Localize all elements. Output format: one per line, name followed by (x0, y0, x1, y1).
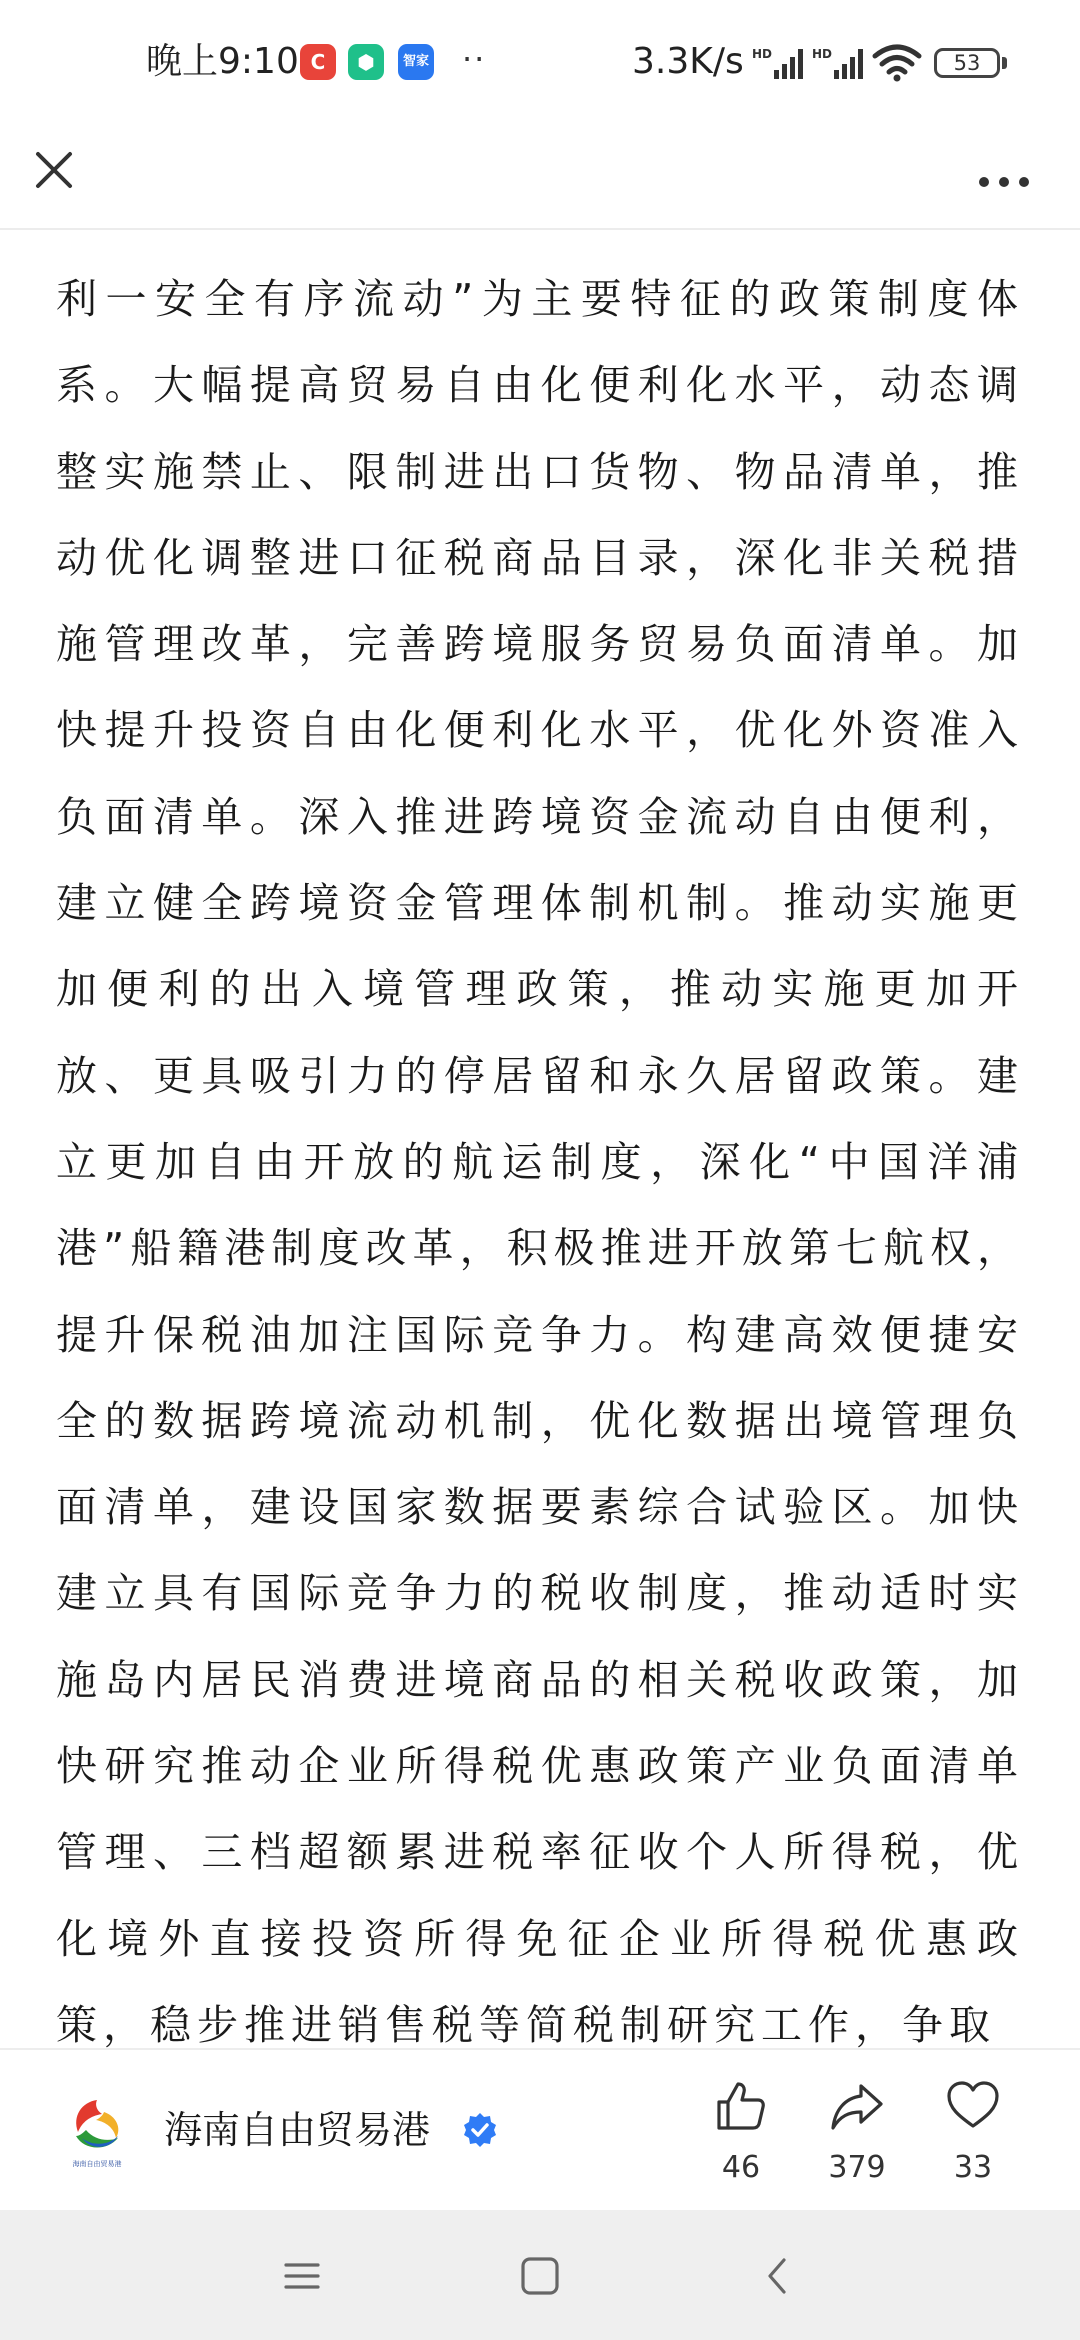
green-app-icon: ⬢ (348, 44, 384, 80)
recent-apps-icon[interactable] (272, 2246, 332, 2306)
battery-tip (1002, 57, 1007, 69)
status-more-notifications: ·· (462, 40, 487, 78)
share-button[interactable] (802, 2072, 912, 2192)
close-icon[interactable] (24, 140, 84, 200)
zhijia-app-icon: 智家 (398, 44, 434, 80)
battery-icon: 53 (934, 48, 1000, 78)
logo-caption: 海南自由贸易港 (72, 2160, 122, 2168)
c-app-icon: C (300, 44, 336, 80)
favorite-count: 33 (953, 2150, 993, 2185)
top-navigation (0, 126, 1080, 230)
favorite-button[interactable] (918, 2072, 1028, 2192)
more-options-icon[interactable] (972, 144, 1036, 200)
like-button[interactable] (686, 2072, 796, 2192)
network-speed: 3.3K/s (632, 41, 744, 82)
article-body (0, 230, 1080, 2048)
thumbs-up-icon (713, 2078, 769, 2134)
like-count: 46 (721, 2150, 761, 2185)
wifi-icon (872, 44, 922, 82)
verified-badge-icon (462, 2112, 498, 2148)
share-arrow-icon (829, 2078, 885, 2134)
home-icon[interactable] (510, 2246, 570, 2306)
status-bar (0, 0, 1080, 126)
back-icon[interactable] (748, 2246, 808, 2306)
signal-hd-label: HD (812, 47, 833, 61)
heart-icon (945, 2078, 1001, 2134)
share-count: 379 (828, 2150, 886, 2185)
hainan-ftp-logo-icon (62, 2094, 132, 2158)
system-navigation-bar (0, 2210, 1080, 2340)
author-name[interactable]: 海南自由贸易港 (164, 2108, 431, 2152)
status-time: 晚上9:10 (146, 41, 299, 82)
cellular-signal-icon (812, 46, 866, 80)
article-paragraph: 利一安全有序流动”为主要特征的政策制度体系。大幅提高贸易自由化便利化水平，动态调整实施禁止、限制进出口货物、物品清单，推动优化调整进口征税商品目录，深化非关税措施管理改革，完善跨境服务贸易负面清单。加快提升投资自由化便利化水平，优化外资准入负面清单。深入推进跨境资金流动自由便利，建立健全跨境资金管理体制机制。推动实施更加便利的出入境管理政策，推动实施更加开放、更具吸引力的停居留和永久居留政策。建立更加自由开放的航运制度，深化“中国洋浦港”船籍港制度改革，积极推进开放第七航权，提升保税油加注国际竞争力。构建高效便捷安全的数据跨境流动机制，优化数据出境管理负面清单，建设国家数据要素综合试验区。加快建立具有国际竞争力的税收制度，推动适时实施岛内居民消费进境商品的相关税收政策，加快研究推动企业所得税优惠政策产业负面清单管理、三档超额累进税率征收个人所得税，优化境外直接投资所得免征企业所得税优惠政策，稳步推进销售税等简税制研究工作，争取 (56, 275, 1024, 2048)
cellular-signal-icon (752, 46, 806, 80)
signal-hd-label: HD (752, 47, 773, 61)
author-avatar[interactable] (62, 2094, 132, 2172)
author-action-bar (0, 2048, 1080, 2212)
